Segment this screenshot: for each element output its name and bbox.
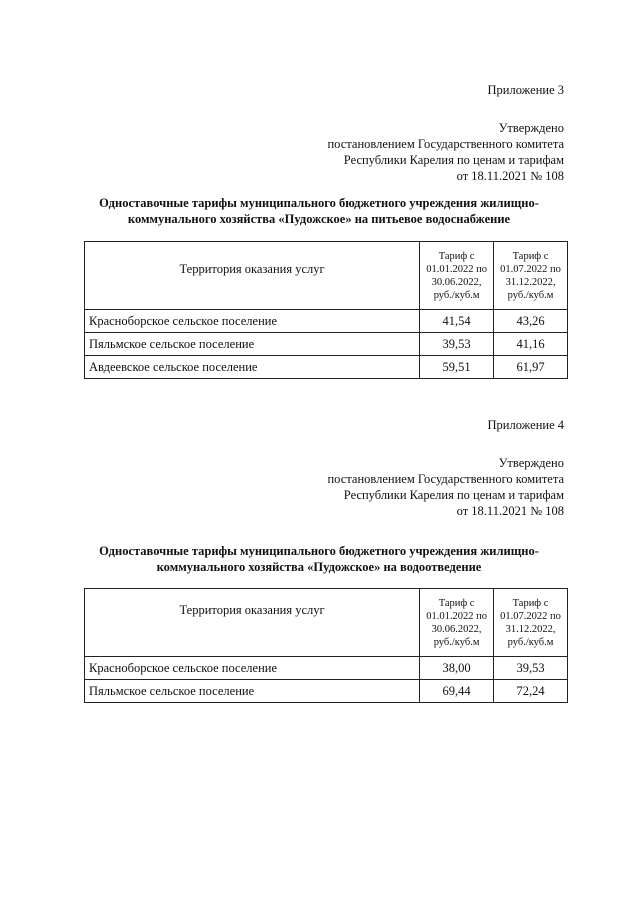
header-line: руб./куб.м (433, 289, 480, 301)
territory-name: Авдеевское сельское поселение (85, 356, 420, 379)
table-row (85, 333, 568, 356)
table-row (85, 657, 568, 680)
territory-name: Красноборское сельское поселение (85, 310, 420, 333)
column-header-period-1 (420, 589, 494, 657)
table-row (85, 356, 568, 379)
tariff-value-period-1: 39,53 (420, 333, 494, 356)
approval-line: Утверждено (498, 121, 564, 135)
header-line: руб./куб.м (433, 636, 480, 648)
territory-name: Красноборское сельское поселение (85, 657, 420, 680)
tariff-value-period-1: 69,44 (420, 680, 494, 703)
tariff-value-period-1: 38,00 (420, 657, 494, 680)
column-header-period-1 (420, 242, 494, 310)
tariff-title (80, 543, 558, 575)
appendix-label: Приложение 3 (487, 83, 564, 97)
table-row (85, 680, 568, 703)
header-line: 01.07.2022 по (500, 263, 561, 275)
title-line: Одноставочные тарифы муниципального бюджетного учреждения жилищно- (99, 544, 539, 558)
title-line: коммунального хозяйства «Пудожское» на питьевое водоснабжение (127, 212, 511, 226)
territory-name: Пяльмское сельское поселение (85, 680, 420, 703)
header-line: Тариф с (512, 250, 549, 262)
approval-stamp (327, 120, 564, 184)
appendix-3-header (327, 82, 564, 184)
header-line: 30.06.2022, (431, 623, 482, 635)
approval-line: Республики Карелия по ценам и тарифам (343, 488, 564, 502)
header-line: руб./куб.м (507, 289, 554, 301)
tariff-title (80, 195, 558, 227)
tariff-value-period-2: 43,26 (494, 310, 568, 333)
approval-line: Республики Карелия по ценам и тарифам (343, 153, 564, 167)
table-row (85, 310, 568, 333)
header-line: Тариф с (438, 597, 475, 609)
header-line: Тариф с (512, 597, 549, 609)
tariff-value-period-1: 59,51 (420, 356, 494, 379)
tariff-value-period-2: 39,53 (494, 657, 568, 680)
tariff-value-period-2: 72,24 (494, 680, 568, 703)
header-line: 31.12.2022, (505, 623, 556, 635)
approval-line: от 18.11.2021 № 108 (456, 504, 564, 518)
approval-line: от 18.11.2021 № 108 (456, 169, 564, 183)
header-line: руб./куб.м (507, 636, 554, 648)
table-header-row (85, 242, 568, 310)
header-line: 01.01.2022 по (426, 610, 487, 622)
appendix-4-header (327, 417, 564, 519)
column-header-period-2 (494, 589, 568, 657)
tariff-value-period-2: 41,16 (494, 333, 568, 356)
header-line: 30.06.2022, (431, 276, 482, 288)
tariff-value-period-2: 61,97 (494, 356, 568, 379)
header-line: 31.12.2022, (505, 276, 556, 288)
approval-stamp (327, 455, 564, 519)
territory-name: Пяльмское сельское поселение (85, 333, 420, 356)
column-header-period-2 (494, 242, 568, 310)
tariff-value-period-1: 41,54 (420, 310, 494, 333)
approval-line: постановлением Государственного комитета (327, 137, 564, 151)
header-line: 01.01.2022 по (426, 263, 487, 275)
approval-line: постановлением Государственного комитета (327, 472, 564, 486)
title-line: Одноставочные тарифы муниципального бюджетного учреждения жилищно- (99, 196, 539, 210)
table-header-row (85, 589, 568, 657)
appendix-label: Приложение 4 (487, 418, 564, 432)
column-header-territory: Территория оказания услуг (85, 242, 420, 310)
header-line: Тариф с (438, 250, 475, 262)
header-line: 01.07.2022 по (500, 610, 561, 622)
title-line: коммунального хозяйства «Пудожское» на водоотведение (156, 560, 482, 574)
approval-line: Утверждено (498, 456, 564, 470)
tariff-table (84, 241, 568, 379)
tariff-table (84, 588, 568, 703)
column-header-territory: Территория оказания услуг (85, 589, 420, 657)
